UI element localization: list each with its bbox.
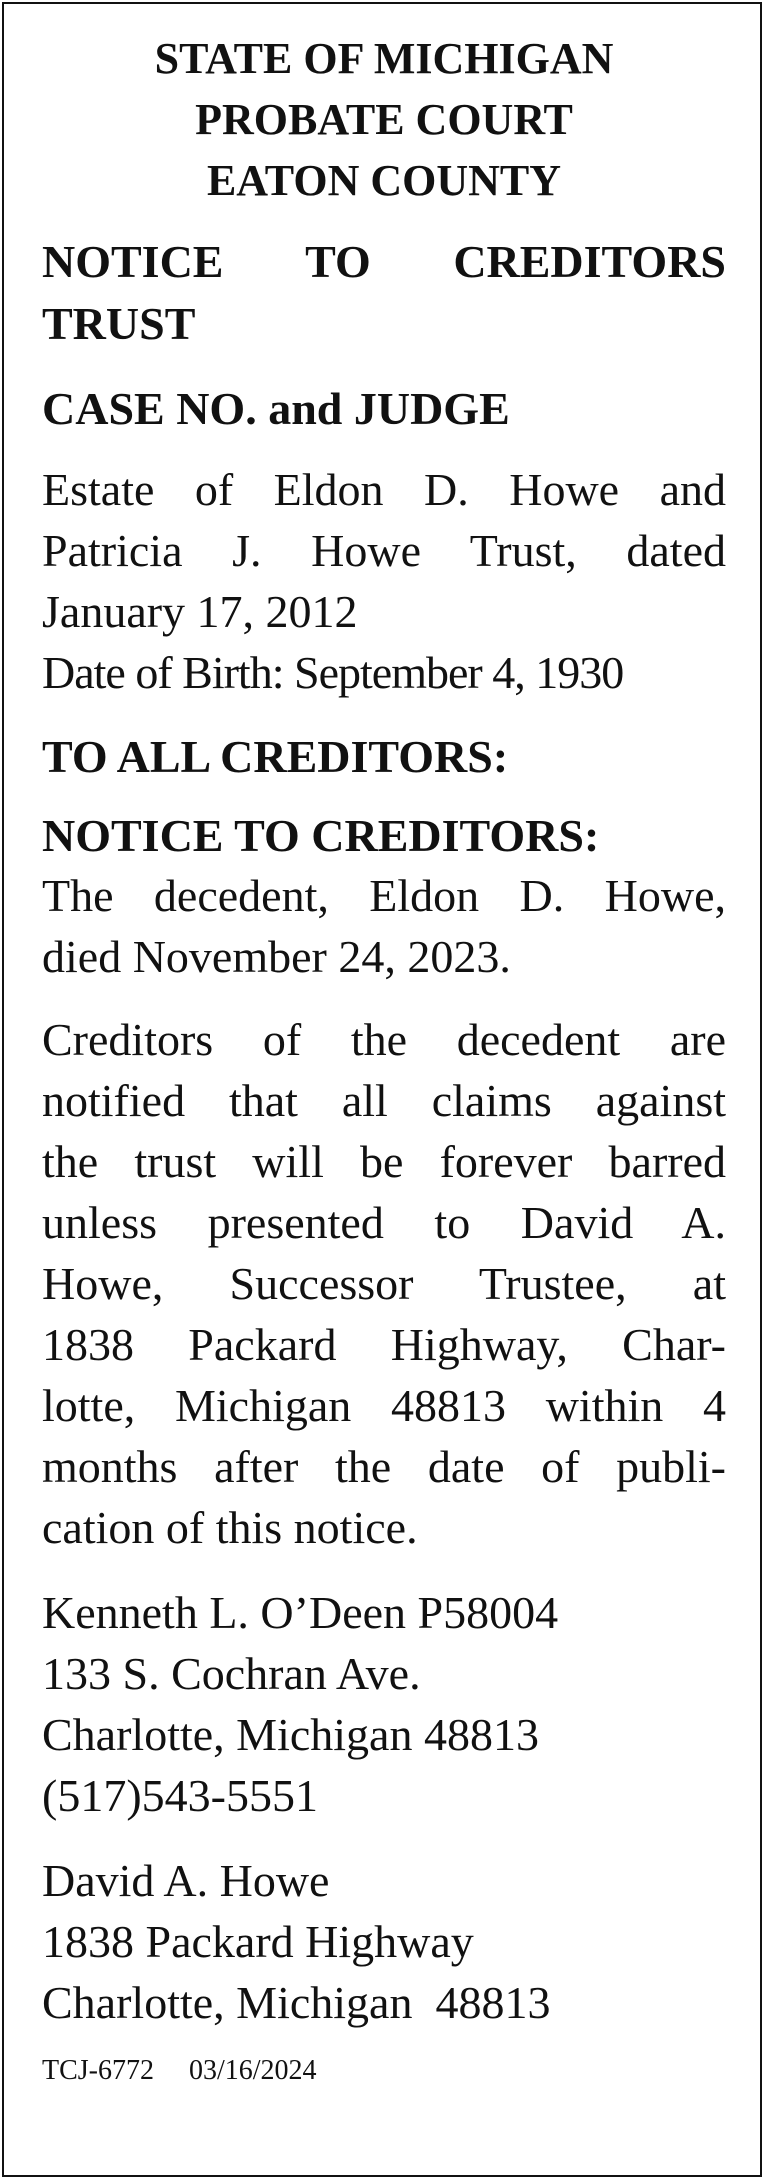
claims-line-8: months after the date of publi-	[42, 1441, 726, 1492]
claims-line-2: notified that all claims against	[42, 1075, 726, 1126]
claims-line-5: Howe, Successor Trustee, at	[42, 1258, 726, 1309]
publication-date: 03/16/2024	[189, 2055, 317, 2086]
notice-line-1: The decedent, Eldon D. Howe,	[42, 870, 726, 921]
header-court: PROBATE COURT	[195, 95, 573, 144]
header-county: EATON COUNTY	[206, 156, 562, 205]
publication-code: TCJ-6772	[42, 2055, 154, 2086]
court-header	[42, 28, 726, 211]
attorney-phone: (517)543-5551	[42, 1770, 318, 1821]
title-line-1: NOTICE TO CREDITORS	[42, 236, 726, 287]
attorney-city: Charlotte, Michigan 48813	[42, 1709, 539, 1760]
to-all-creditors-heading: TO ALL CREDITORS:	[42, 731, 509, 782]
legal-notice	[42, 28, 726, 2091]
claims-block	[42, 1009, 726, 1558]
notice-title	[42, 231, 726, 355]
case-heading: CASE NO. and JUDGE	[42, 383, 510, 434]
attorney-block	[42, 1582, 726, 1826]
estate-line-3: January 17, 2012	[42, 586, 358, 637]
claims-line-4: unless presented to David A.	[42, 1197, 726, 1248]
notice-block	[42, 807, 726, 987]
claims-line-3: the trust will be forever barred	[42, 1136, 726, 1187]
notice-heading: NOTICE TO CREDITORS:	[42, 810, 600, 861]
claims-line-1: Creditors of the decedent are	[42, 1014, 726, 1065]
estate-block	[42, 459, 726, 703]
claims-line-7: lotte, Michigan 48813 within 4	[42, 1380, 726, 1431]
notice-line-2: died November 24, 2023.	[42, 931, 511, 982]
birth-date-line: Date of Birth: September 4, 1930	[42, 647, 624, 698]
claims-line-9: cation of this notice.	[42, 1502, 418, 1553]
title-line-2: TRUST	[42, 298, 196, 349]
header-state: STATE OF MICHIGAN	[154, 34, 614, 83]
estate-line-1: Estate of Eldon D. Howe and	[42, 464, 726, 515]
trustee-city: Charlotte, Michigan 48813	[42, 1977, 551, 2028]
claims-line-6: 1838 Packard Highway, Char-	[42, 1319, 726, 1370]
trustee-block	[42, 1850, 726, 2033]
trustee-street: 1838 Packard Highway	[42, 1916, 474, 1967]
attorney-name: Kenneth L. O’Deen P58004	[42, 1587, 559, 1638]
attorney-street: 133 S. Cochran Ave.	[42, 1648, 421, 1699]
publication-footer	[42, 2051, 726, 2091]
trustee-name: David A. Howe	[42, 1855, 330, 1906]
estate-line-2: Patricia J. Howe Trust, dated	[42, 525, 726, 576]
